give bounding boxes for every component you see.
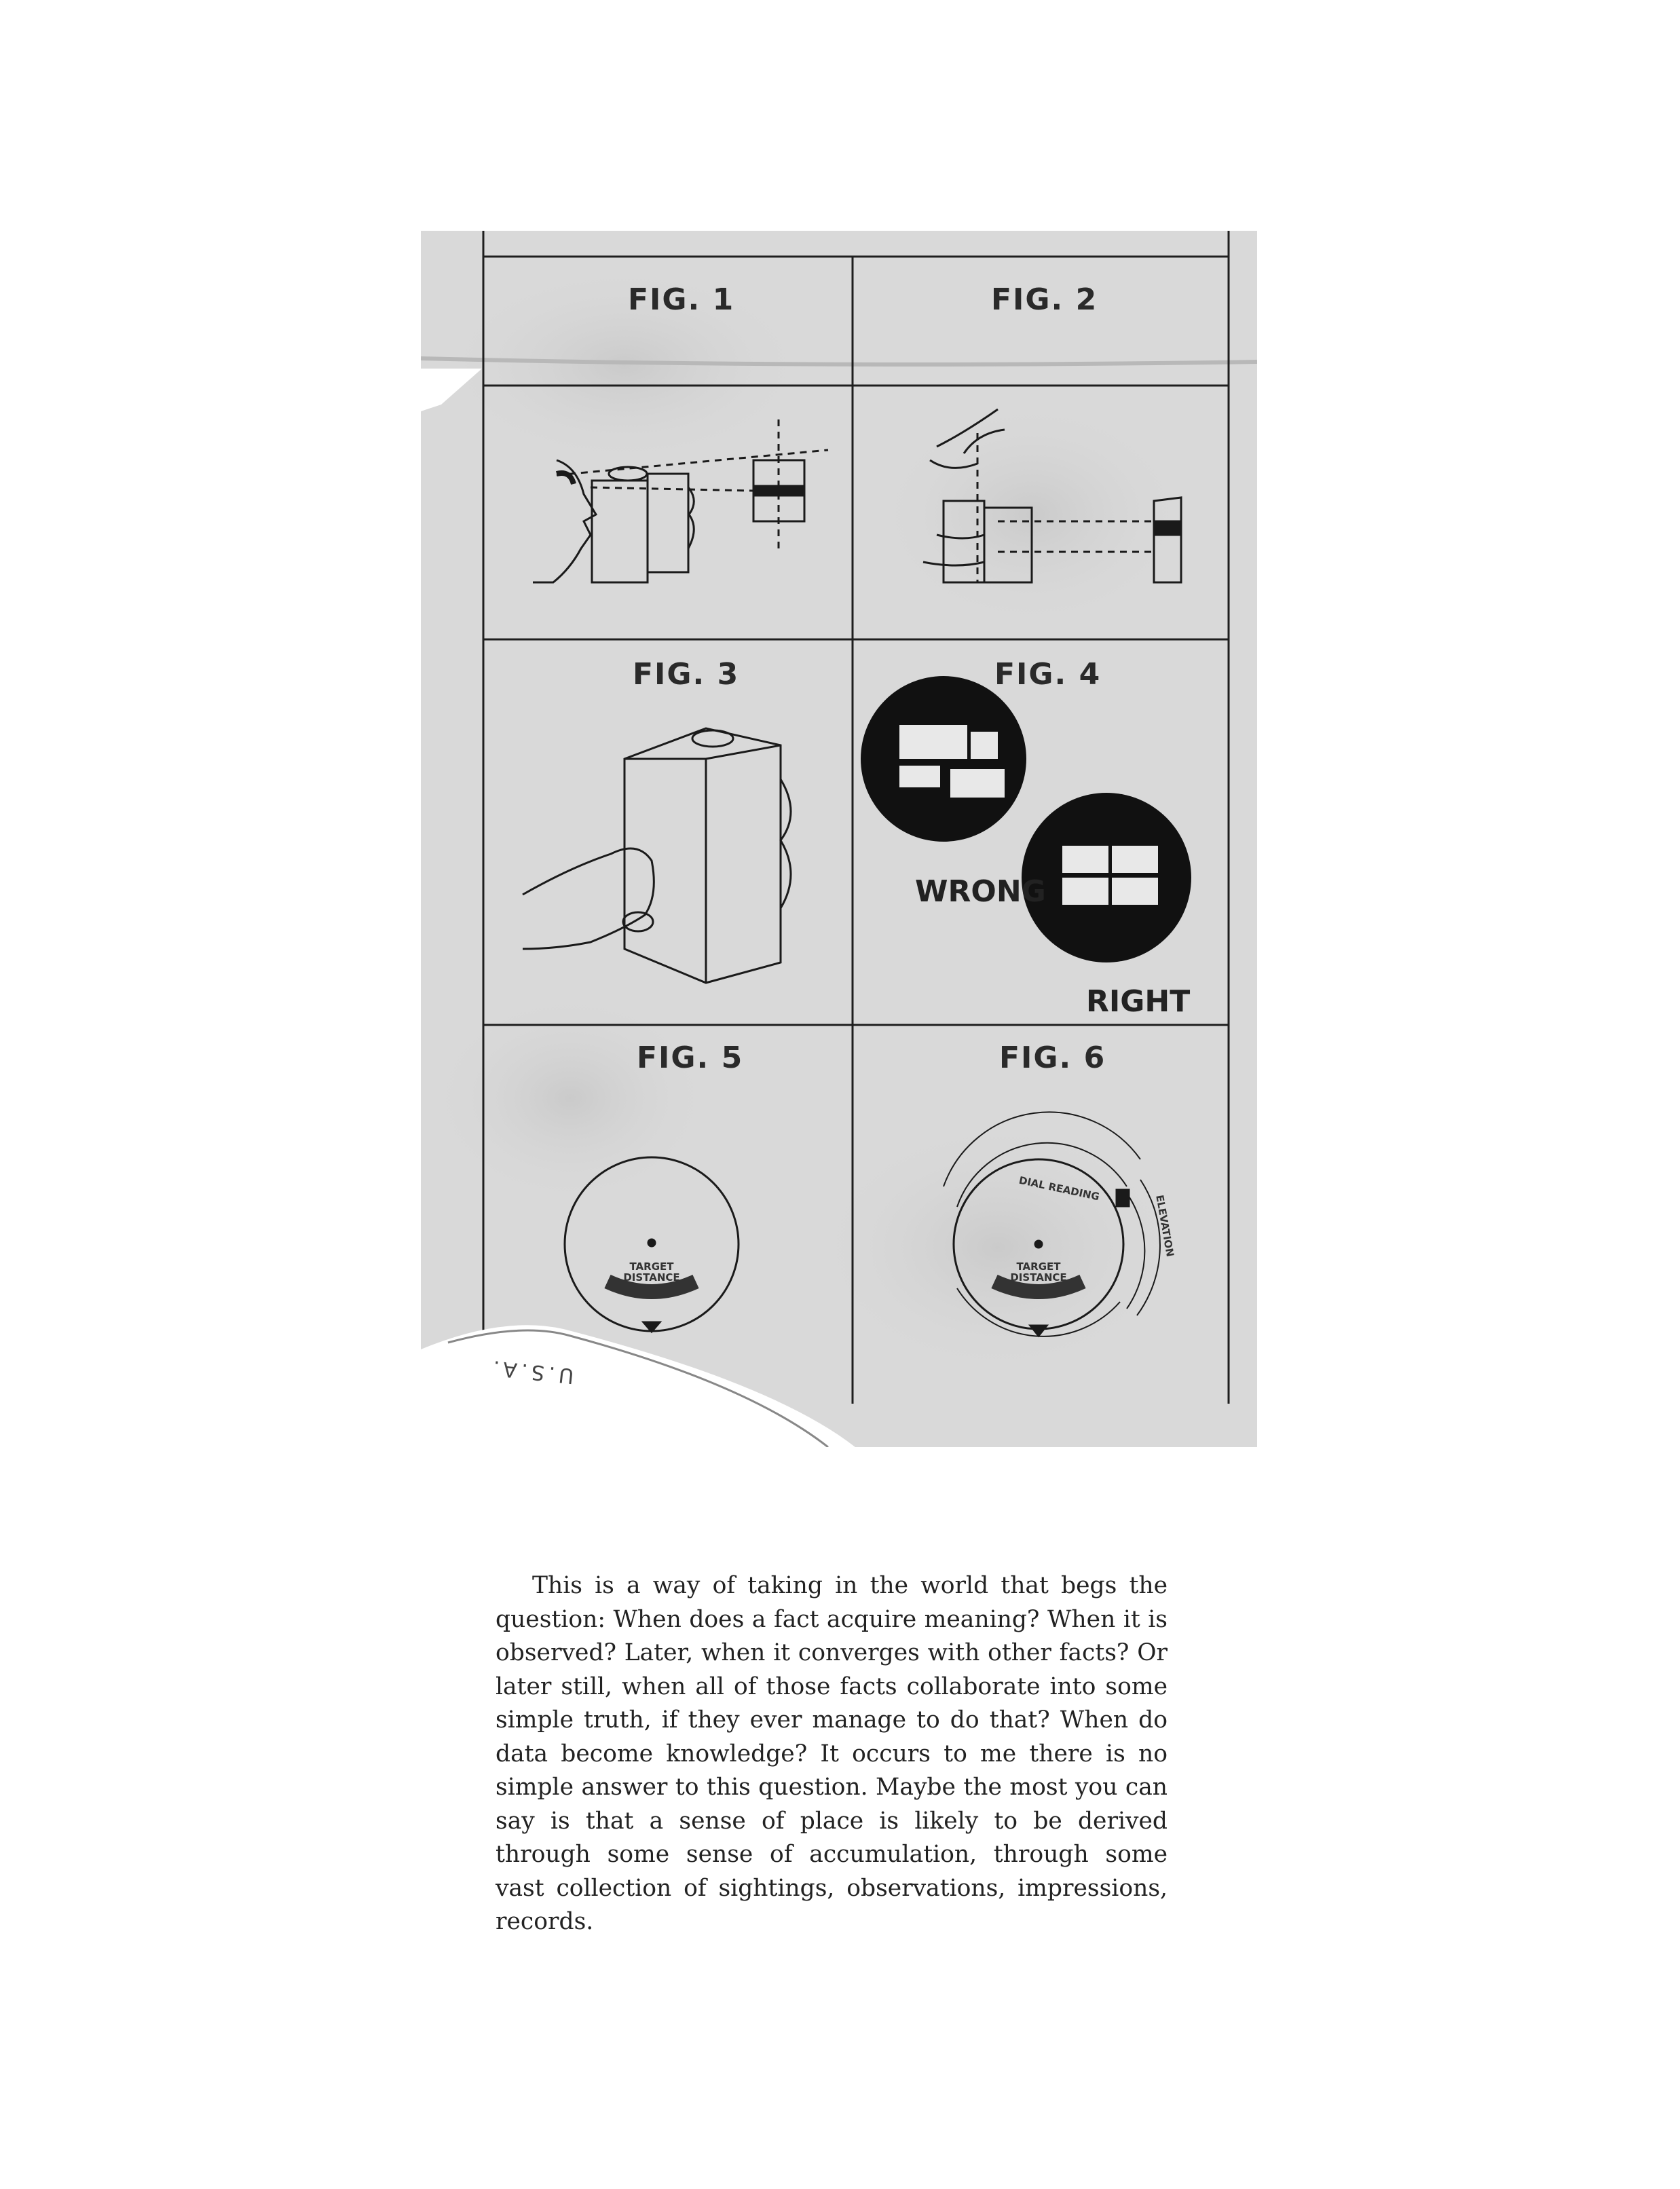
right-label: RIGHT <box>1086 984 1191 1019</box>
instruction-sheet-photo <box>421 229 1257 1447</box>
fig6-target-distance: TARGET DISTANCE <box>1010 1260 1067 1284</box>
fig1-label: FIG. 1 <box>628 282 735 317</box>
fig3-label: FIG. 3 <box>633 657 740 692</box>
body-paragraph: This is a way of taking in the world that begs the question: When does a fact acquire meaning? When it is observed? Later, when it converges with other facts? Or later still, when all of those facts collaborate into some simple truth, if they ever manage to do that? When do data become knowledge? It occurs to me there is no simple answer to this question. Maybe the most you can say is that a sense of place is likely to be derived through some sense of accumulation, through some vast collection of sightings, observations, impressions, records. <box>496 1572 1168 1935</box>
instruction-sheet-drawing <box>421 229 1257 1447</box>
fig6-label: FIG. 6 <box>999 1041 1106 1075</box>
corner-usa-text: U.S.A. <box>487 1355 576 1388</box>
fig5-target-distance: TARGET DISTANCE <box>623 1260 680 1284</box>
wrong-label: WRONG <box>915 874 1046 909</box>
fig2-label: FIG. 2 <box>991 282 1098 317</box>
fig5-label: FIG. 5 <box>637 1041 744 1075</box>
fig4-label: FIG. 4 <box>994 657 1102 692</box>
fig6-dial-reading: DIAL READING <box>1018 1174 1101 1203</box>
fig6-elevation: ELEVATION <box>1153 1194 1176 1258</box>
